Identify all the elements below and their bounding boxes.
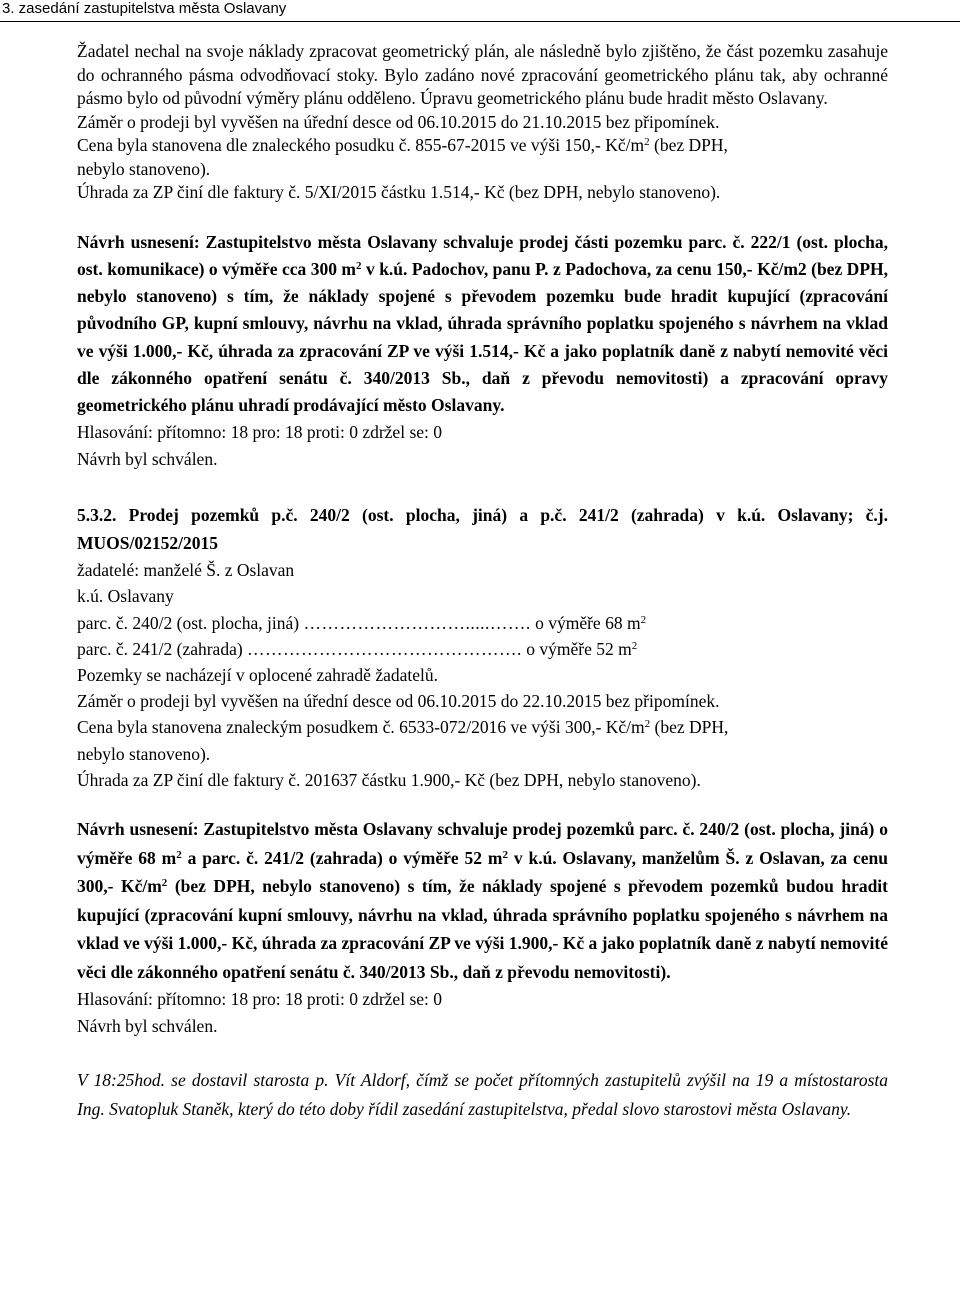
- section1-cena-text: Cena byla stanovena dle znaleckého posudku č. 855-67-2015 ve výši 150,- Kč/m: [77, 135, 645, 156]
- section1-proposal-text: Návrh usnesení: Zastupitelstvo města Oslavany schvaluje prodej části pozemku parc. č. 222/1 (ost. plocha, ost. komunikace) o výměře cca 300 m: [77, 231, 888, 279]
- superscript-2: 2: [644, 718, 651, 731]
- section2-cena-text: Cena byla stanovena znaleckým posudkem č. 6533-072/2016 ve výši 300,- Kč/m: [77, 717, 645, 738]
- arrival-note: V 18:25hod. se dostavil starosta p. Vít Aldorf, čímž se počet přítomných zastupitelů zvýšil na 19 a místostarosta Ing. Svatopluk Staněk, který do této doby řídil zasedání zastupitelstva, předal slovo starostovi města Oslavany.: [77, 1070, 888, 1119]
- page-header: [0, 0, 960, 20]
- superscript-2: 2: [176, 848, 182, 861]
- parcel1-dots: ……………………….....…….: [303, 612, 531, 633]
- section1-vote: Hlasování: přítomno: 18 pro: 18 proti: 0 zdržel se: 0: [77, 422, 443, 443]
- superscript-2: 2: [640, 613, 647, 626]
- superscript-2: 2: [161, 876, 168, 889]
- section2-proposal-text-b: a parc. č. 241/2 (zahrada) o výměře 52 m: [181, 847, 503, 868]
- superscript-2: 2: [644, 136, 650, 149]
- section2-cena-line: [77, 714, 888, 740]
- section1-result: Návrh byl schválen.: [77, 449, 218, 470]
- section2-fenced: Pozemky se nacházejí v oplocené zahradě žadatelů.: [77, 665, 438, 686]
- section2-proposal-text-c: v k.ú. Oslavany, manželům Š. z Oslavan, za cenu 300,- Kč/m: [77, 847, 888, 897]
- superscript-2: 2: [502, 848, 508, 861]
- section2-parcel1: [77, 610, 888, 636]
- section1-cena-line: [77, 134, 888, 158]
- section1-zamer: Záměr o prodeji byl vyvěšen na úřední desce od 06.10.2015 do 21.10.2015 bez připomínek.: [77, 111, 720, 132]
- section2-vote: Hlasování: přítomno: 18 pro: 18 proti: 0 zdržel se: 0: [77, 989, 443, 1010]
- parcel1-area: o výměře 68 m: [530, 612, 641, 633]
- section1-uhrada: Úhrada za ZP činí dle faktury č. 5/XI/2015 částku 1.514,- Kč (bez DPH, nebylo stanoveno).: [77, 182, 721, 203]
- section2-parcel2: [77, 636, 888, 662]
- section2-proposal-text: Návrh usnesení: Zastupitelstvo města Oslavany schvaluje prodej pozemků parc. č. 240/2 (ost. plocha, jiná) o výměře 68 m: [77, 819, 888, 868]
- section2-proposal: [77, 815, 888, 986]
- parcel1-label: parc. č. 240/2 (ost. plocha, jiná): [77, 612, 300, 633]
- section2-result: Návrh byl schválen.: [77, 1016, 218, 1037]
- superscript-2: 2: [631, 639, 638, 652]
- section2-cena-cont: nebylo stanoveno).: [77, 743, 211, 764]
- section1-cena-cont: nebylo stanoveno).: [77, 158, 211, 179]
- section2-uhrada: Úhrada za ZP činí dle faktury č. 201637 částku 1.900,- Kč (bez DPH, nebylo stanoveno).: [77, 769, 701, 790]
- header-divider: [0, 21, 960, 22]
- parcel2-label: parc. č. 241/2 (zahrada): [77, 638, 243, 659]
- superscript-2: 2: [356, 259, 362, 272]
- section2-applicant: žadatelé: manželé Š. z Oslavan: [77, 560, 295, 581]
- section2-ku: k.ú. Oslavany: [77, 586, 174, 607]
- section1-details: [77, 111, 888, 205]
- section2-heading: 5.3.2. Prodej pozemků p.č. 240/2 (ost. plocha, jiná) a p.č. 241/2 (zahrada) v k.ú. Oslavany; č.j. MUOS/02152/2015: [77, 505, 888, 554]
- page-header-title: 3. zasedání zastupitelstva města Oslavany: [2, 0, 287, 17]
- parcel2-area: o výměře 52 m: [521, 638, 632, 659]
- section1-cena-text-b: (bez DPH,: [649, 135, 728, 156]
- section2-cena-text-b: (bez DPH,: [650, 717, 729, 738]
- section2-proposal-text-d: (bez DPH, nebylo stanoveno) s tím, že náklady spojené s převodem pozemků budou hradit kupující (zpracování kupní smlouvy, návrhu na vklad, úhrada správního poplatku spojeného s návrhem na vklad ve výši 1.000,- Kč, úhrada za zpracování ZP ve výši 1.900,- Kč a jako poplatník daně z nabytí nemovité věci dle zákonného opatření senátu č. 340/2013 Sb., daň z převodu nemovitosti).: [77, 876, 888, 982]
- section1-proposal: [77, 229, 888, 419]
- section2-details: [77, 557, 888, 793]
- parcel2-dots: ……………………………………….: [247, 638, 522, 659]
- document-body: [77, 40, 888, 1123]
- section1-intro: Žadatel nechal na svoje náklady zpracovat geometrický plán, ale následně bylo zjištěno, že část pozemku zasahuje do ochranného pásma odvodňovací stoky. Bylo zadáno nové zpracování geometrického plánu tak, aby ochranné pásmo bylo od původní výměry plánu odděleno. Úpravu geometrického plánu bude hradit město Oslavany.: [77, 41, 888, 109]
- section2-zamer: Záměr o prodeji byl vyvěšen na úřední desce od 06.10.2015 do 22.10.2015 bez připomínek.: [77, 691, 720, 712]
- section1-proposal-text-b: v k.ú. Padochov, panu P. z Padochova, za cenu 150,- Kč/m2 (bez DPH, nebylo stanoveno) s tím, že náklady spojené s převodem pozemku bude hradit kupující (zpracování původního GP, kupní smlouvy, návrhu na vklad, úhrada správního poplatku spojeného s návrhem na vklad ve výši 1.000,- Kč, úhrada za zpracování ZP ve výši 1.514,- Kč a jako poplatník daně z nabytí nemovité věci dle zákonného opatření senátu č. 340/2013 Sb., daň z převodu nemovitosti) a zpracování opravy geometrického plánu uhradí prodávající město Oslavany.: [77, 258, 888, 415]
